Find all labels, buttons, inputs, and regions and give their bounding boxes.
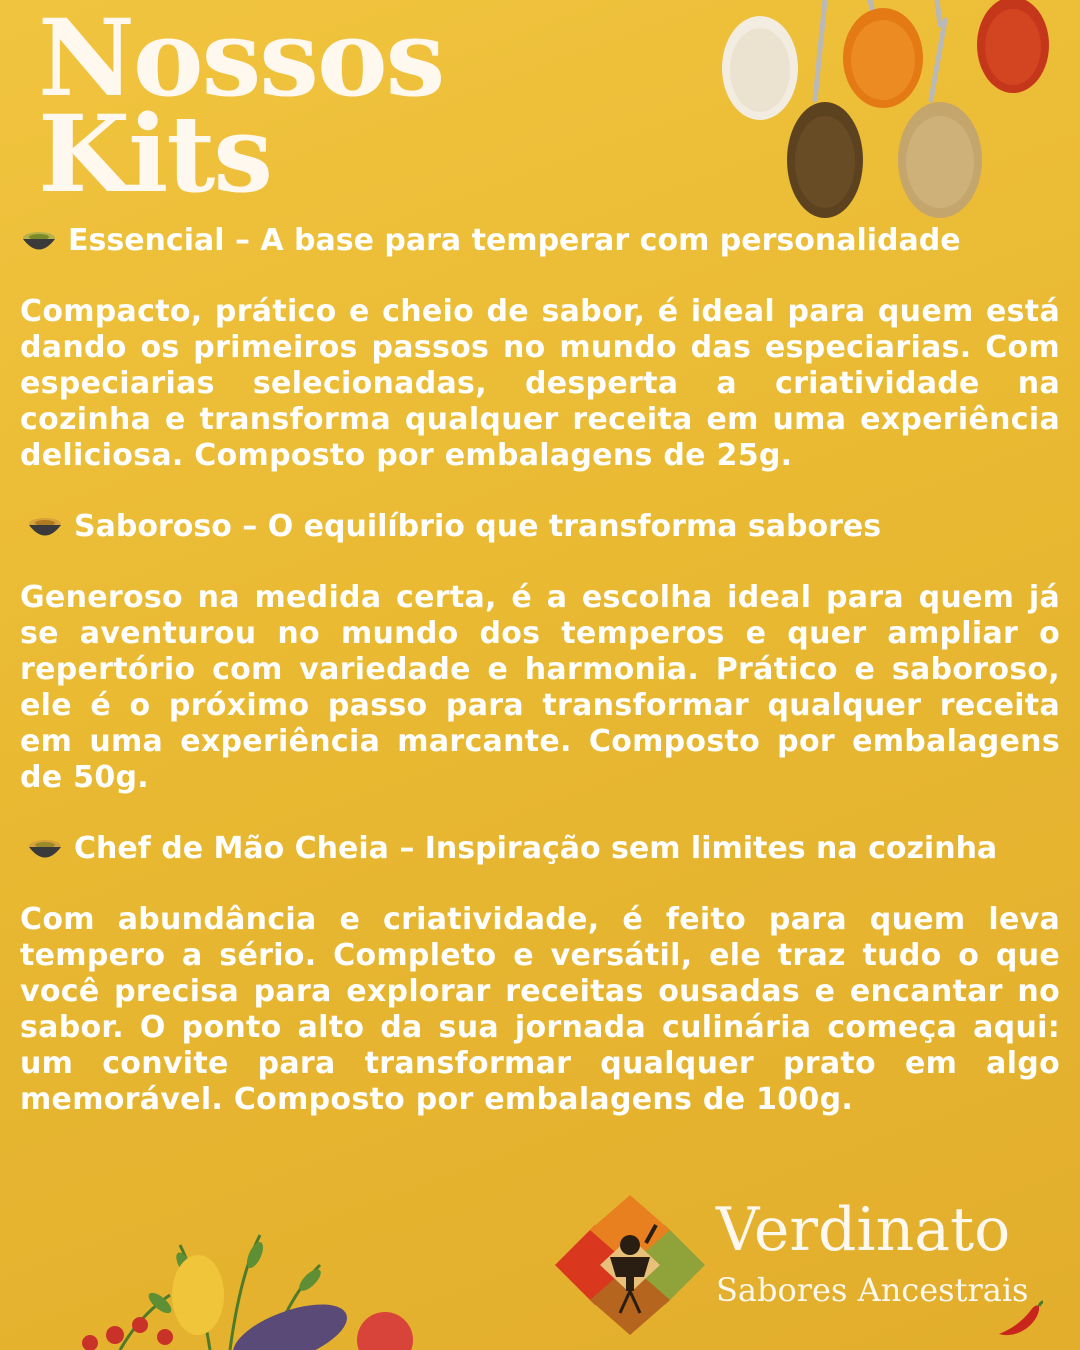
brand-name: Verdinato [716,1195,1011,1265]
kit-heading [20,222,1060,260]
kit-description: Com abundância e criatividade, é feito para quem leva tempero a sério. Completo e versátil, ele traz tudo o que você precisa para explorar receitas ousadas e encantar no sabor. O ponto alto da sua jornada culinária começa aqui: um convite para transformar qualquer prato em algo memorável. Composto por embalagens de 100g. [20,902,1060,1117]
bowl-icon [20,226,58,256]
kit-heading [26,830,1060,868]
brand-tagline: Sabores Ancestrais [716,1271,1029,1309]
kit-heading-text: Saboroso – O equilíbrio que transforma sabores [74,509,882,544]
verdinato-logo-icon [550,1195,710,1335]
chili-pepper-icon [995,1300,1045,1340]
page-title [38,0,444,216]
title-line-1: Nossos [38,0,444,120]
kit-saboroso [20,508,1060,796]
bowl-icon [26,512,64,542]
kit-heading [26,508,1060,546]
kits-content [20,222,1060,1118]
kit-description: Generoso na medida certa, é a escolha ideal para quem já se aventurou no mundo dos temperos e quer ampliar o repertório com variedade e harmonia. Prático e saboroso, ele é o próximo passo para transformar qualquer receita em uma experiência marcante. Composto por embalagens de 50g. [20,580,1060,795]
kit-essencial [20,222,1060,474]
kit-description: Compacto, prático e cheio de sabor, é ideal para quem está dando os primeiros passos no mundo das especiarias. Com especiarias selecionadas, desperta a criatividade na cozinha e transforma qualquer receita em uma experiência deliciosa. Composto por embalagens de 25g. [20,294,1060,473]
kit-heading-text: Essencial – A base para temperar com personalidade [68,223,961,258]
spice-spoons-image [715,0,1080,230]
bowl-icon [26,834,64,864]
vegetables-illustration [60,1225,420,1350]
kit-heading-text: Chef de Mão Cheia – Inspiração sem limites na cozinha [74,831,998,866]
title-line-2: Kits [38,91,272,216]
kit-chef-de-mao-cheia [20,830,1060,1118]
